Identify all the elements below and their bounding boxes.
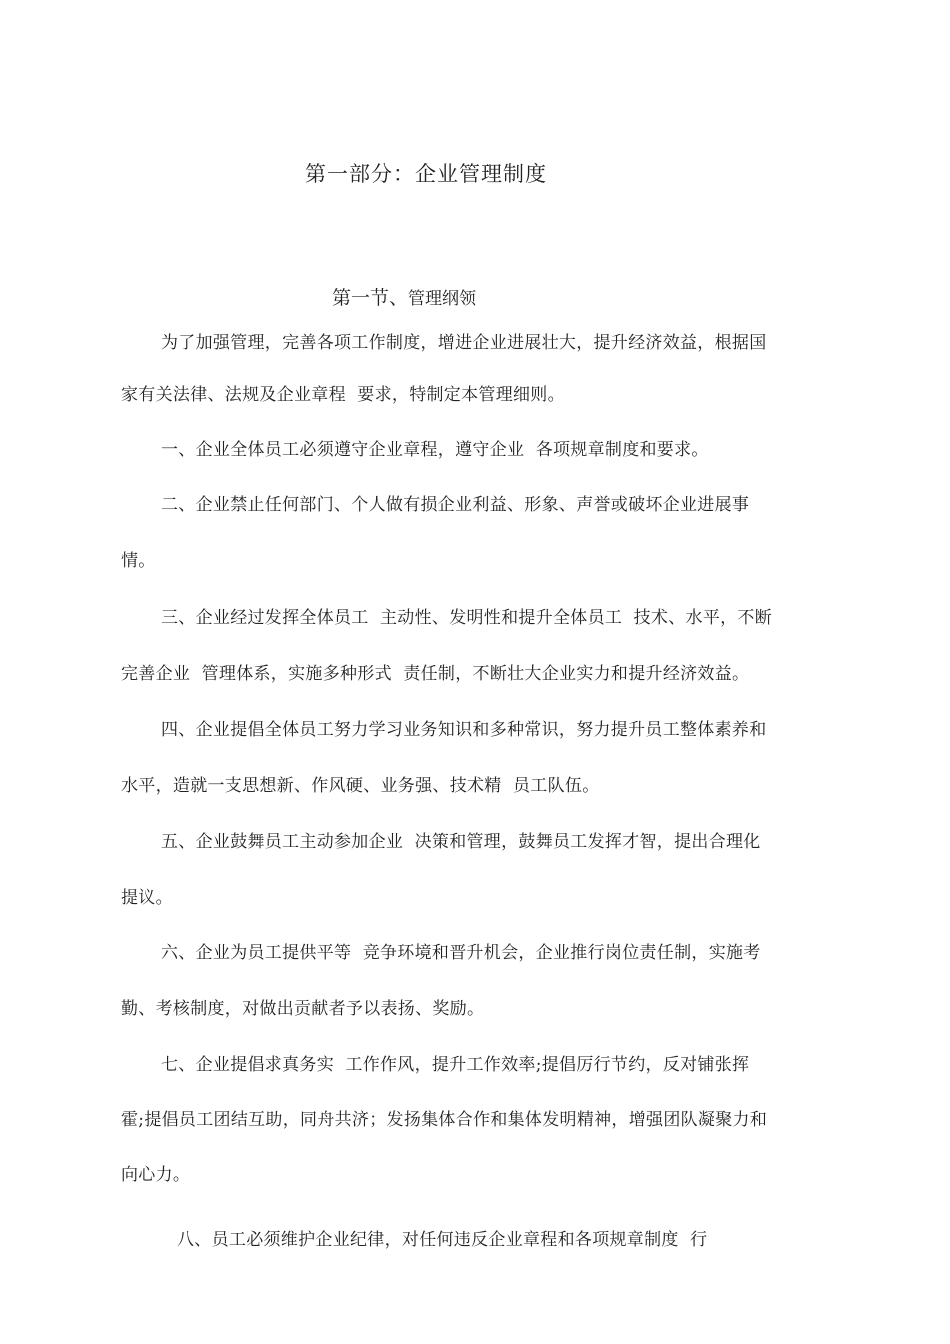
- paragraph-line: 二、企业禁止任何部门、个人做有损企业利益、形象、声誉或破坏企业进展事: [161, 495, 750, 515]
- paragraph-line: 八、员工必须维护企业纪律，对任何违反企业章程和各项规章制度 行: [177, 1230, 708, 1250]
- section-title: [332, 283, 476, 310]
- section-title-sub: 管理纲领: [408, 289, 477, 309]
- part-title: 第一部分：企业管理制度: [305, 162, 547, 186]
- paragraph-line: 勤、考核制度，对做出贡献者予以表扬、奖励。: [121, 999, 485, 1019]
- paragraph-line: 三、企业经过发挥全体员工 主动性、发明性和提升全体员工 技术、水平，不断: [161, 608, 773, 628]
- paragraph-line: 五、企业鼓舞员工主动参加企业 决策和管理，鼓舞员工发挥才智，提出合理化: [161, 832, 761, 852]
- paragraph-line: 四、企业提倡全体员工努力学习业务知识和多种常识，努力提升员工整体素养和: [161, 720, 767, 740]
- paragraph-line: 家有关法律、法规及企业章程 要求，特制定本管理细则。: [121, 385, 565, 405]
- paragraph-line: 六、企业为员工提供平等 竞争环境和晋升机会，企业推行岗位责任制，实施考: [161, 943, 761, 963]
- paragraph-line: 霍;提倡员工团结互助，同舟共济；发扬集体合作和集体发明精神，增强团队凝聚力和: [121, 1110, 768, 1130]
- paragraph-line: 情。: [121, 551, 156, 571]
- paragraph-line: 一、企业全体员工必须遵守企业章程，遵守企业 各项规章制度和要求。: [161, 440, 709, 460]
- paragraph-line: 向心力。: [121, 1165, 191, 1185]
- section-title-main: 第一节、: [332, 287, 409, 309]
- paragraph-line: 完善企业 管理体系，实施多种形式 责任制，不断壮大企业实力和提升经济效益。: [121, 664, 750, 684]
- paragraph-line: 为了加强管理，完善各项工作制度，增进企业进展壮大，提升经济效益，根据国: [161, 333, 767, 353]
- paragraph-line: 七、企业提倡求真务实 工作作风，提升工作效率;提倡厉行节约，反对铺张挥: [161, 1055, 750, 1075]
- paragraph-line: 水平，造就一支思想新、作风硬、业务强、技术精 员工队伍。: [121, 776, 600, 796]
- paragraph-line: 提议。: [121, 888, 173, 908]
